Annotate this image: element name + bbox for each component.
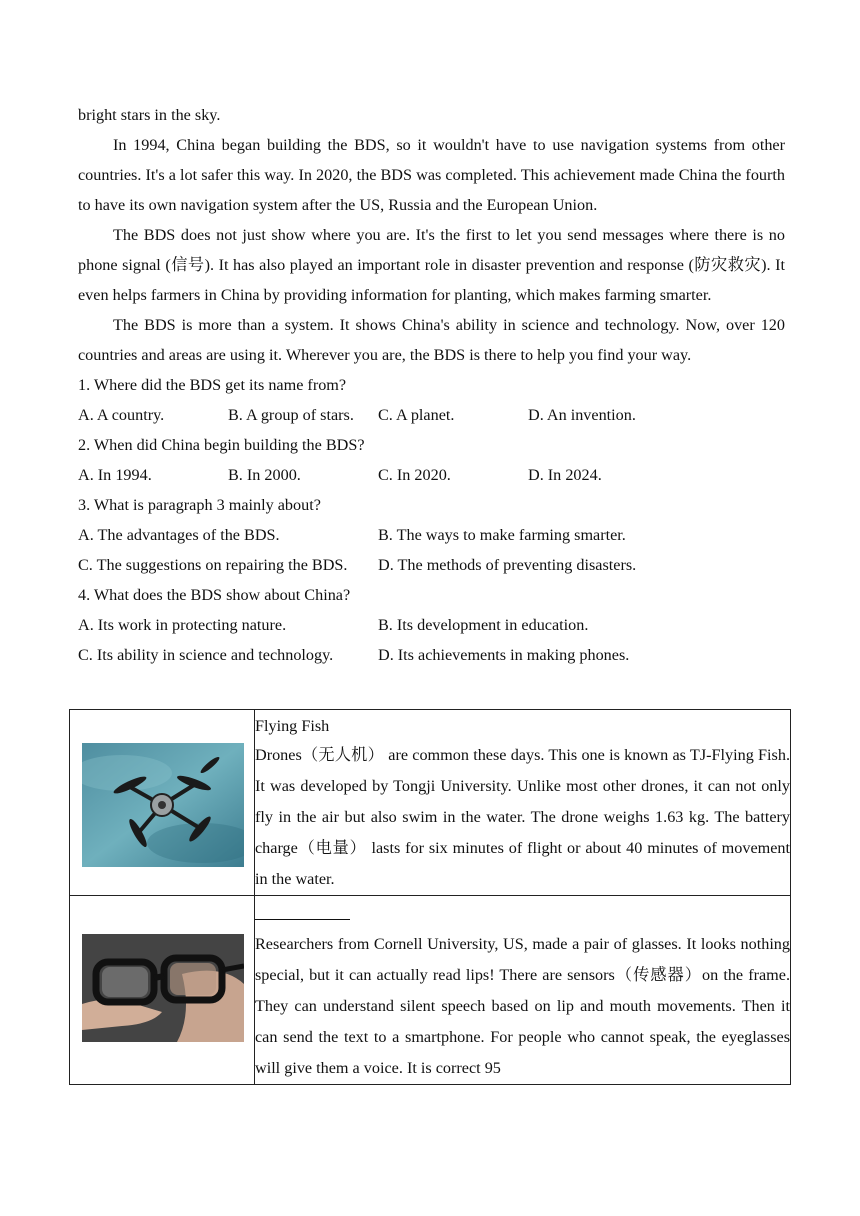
option-b: B. In 2000. bbox=[228, 466, 301, 484]
paragraph-4: The BDS is more than a system. It shows China's ability in science and technology. Now, over 120 countries and areas are using it. Wherever you are, the BDS is there to help you find your way. bbox=[78, 316, 785, 364]
options-row bbox=[78, 550, 785, 580]
option-a: A. Its work in protecting nature. bbox=[78, 616, 287, 634]
options-row bbox=[78, 400, 785, 430]
answer-blank bbox=[255, 899, 350, 920]
question-text: 4. What does the BDS show about China? bbox=[78, 586, 351, 604]
question-4 bbox=[78, 580, 785, 670]
options-row bbox=[78, 520, 785, 550]
card-body: Drones（无人机） are common these days. This one is known as TJ-Flying Fish. It was developed by Tongji University. Unlike most other drones, it can not only fly in the air but also swim in the water. The drone weighs 1.63 kg. The battery charge（电量） lasts for six minutes of flight or about 40 minutes of movement in the water. bbox=[255, 746, 790, 888]
question-text: 3. What is paragraph 3 mainly about? bbox=[78, 496, 321, 514]
paragraph-2: In 1994, China began building the BDS, so it wouldn't have to use navigation systems from other countries. It's a lot safer this way. In 2020, the BDS was completed. This achievement made China the fourth to have its own navigation system after the US, Russia and the European Union. bbox=[78, 136, 785, 214]
table-row bbox=[70, 896, 791, 1085]
option-c: C. The suggestions on repairing the BDS. bbox=[78, 556, 348, 574]
option-d: D. The methods of preventing disasters. bbox=[378, 556, 637, 574]
question-text: 1. Where did the BDS get its name from? bbox=[78, 376, 347, 394]
option-c: C. A planet. bbox=[378, 406, 455, 424]
table-row bbox=[70, 710, 791, 896]
option-c: C. In 2020. bbox=[378, 466, 451, 484]
option-b: B. The ways to make farming smarter. bbox=[378, 526, 626, 544]
question-2 bbox=[78, 430, 785, 490]
card-title: Flying Fish bbox=[255, 717, 330, 735]
paragraph-3: The BDS does not just show where you are. It's the first to let you send messages where there is no phone signal (信号). It has also played an important role in disaster prevention and response (防灾救灾). It even helps farmers in China by providing information for planting, which makes farming smarter. bbox=[78, 226, 785, 304]
glasses-photo bbox=[82, 934, 244, 1042]
options-row bbox=[78, 460, 785, 490]
option-c: C. Its ability in science and technology. bbox=[78, 646, 334, 664]
option-d: D. Its achievements in making phones. bbox=[378, 646, 630, 664]
options-row bbox=[78, 610, 785, 640]
option-d: D. An invention. bbox=[528, 406, 636, 424]
card-body: Researchers from Cornell University, US, made a pair of glasses. It looks nothing special, but it can actually read lips! There are sensors（传感器）on the frame. They can understand silent speech based on lip and mouth movements. Then it can send the text to a smartphone. For people who cannot speak, the eyeglasses will give them a voice. It is correct 95 bbox=[255, 935, 790, 1077]
image-cell bbox=[70, 710, 255, 896]
card-text bbox=[255, 710, 791, 896]
passage bbox=[78, 100, 785, 670]
options-row bbox=[78, 640, 785, 670]
invention-table bbox=[69, 709, 791, 1085]
card-text bbox=[255, 896, 791, 1085]
option-b: B. Its development in education. bbox=[378, 616, 589, 634]
question-3 bbox=[78, 490, 785, 580]
option-b: B. A group of stars. bbox=[228, 406, 354, 424]
option-d: D. In 2024. bbox=[528, 466, 602, 484]
option-a: A. In 1994. bbox=[78, 466, 152, 484]
option-a: A. A country. bbox=[78, 406, 165, 424]
card-title-blank bbox=[255, 899, 790, 929]
passage-line-continuation: bright stars in the sky. bbox=[78, 106, 221, 124]
question-text: 2. When did China begin building the BDS? bbox=[78, 436, 365, 454]
question-1 bbox=[78, 370, 785, 430]
option-a: A. The advantages of the BDS. bbox=[78, 526, 280, 544]
drone-photo bbox=[82, 743, 244, 867]
image-cell bbox=[70, 896, 255, 1085]
